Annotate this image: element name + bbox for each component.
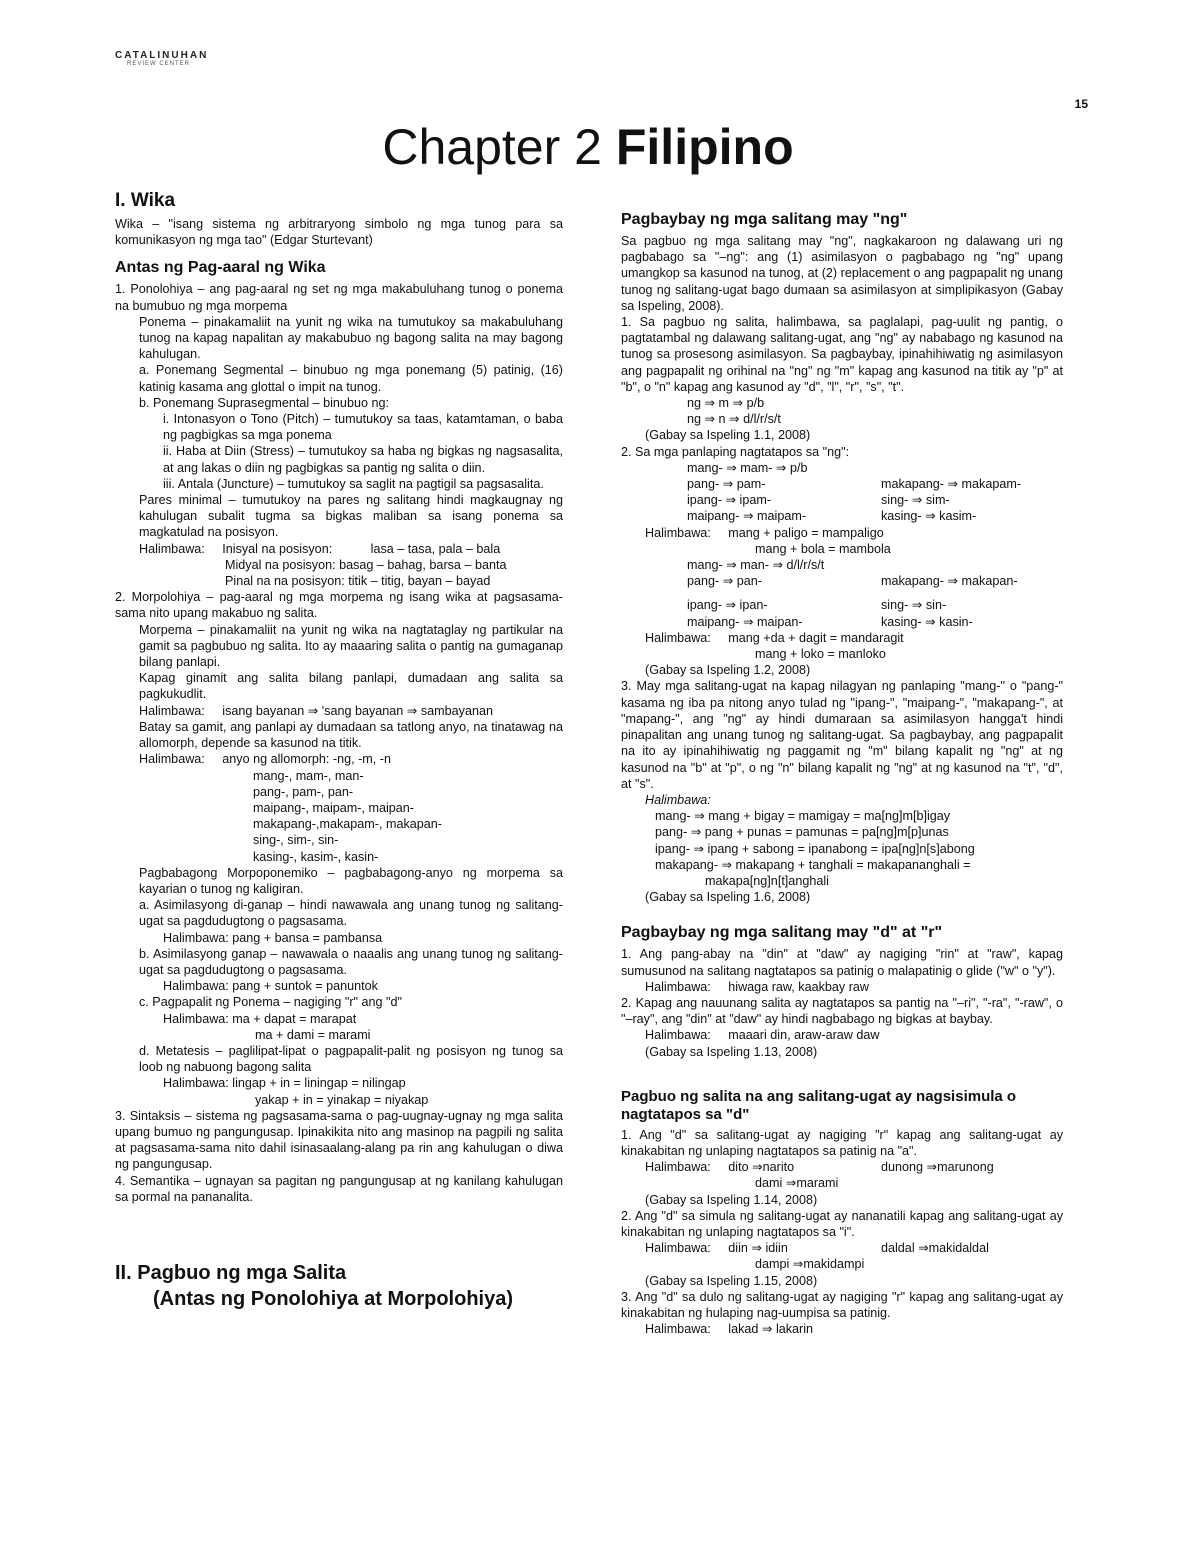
list-item: 1. Ponolohiya – ang pag-aaral ng set ng mga makabuluhang tunog o ponema na bumubuo ng mga morpema	[115, 282, 563, 313]
citation: (Gabay sa Ispeling 1.15, 2008)	[645, 1273, 818, 1288]
example-line: Pinal na na posisyon: titik – titig, bayan – bayad	[225, 574, 491, 589]
list-item: b. Asimilasyong ganap – nawawala o naaalis ang unang tunog ng salitang-ugat sa pagdudugtong o pagsasama.	[139, 946, 563, 977]
subheading-ng: Pagbaybay ng mga salitang may "ng"	[621, 211, 908, 228]
list-item: 3. Ang "d" sa dulo ng salitang-ugat ay nagiging "r" kapag ang salitang-ugat ay kinakabitan ng hulaping nag-uumpisa sa patinig.	[621, 1289, 1063, 1320]
paragraph: Kapag ginamit ang salita bilang panlapi, dumadaan ang salita sa pagkukudlit.	[139, 671, 563, 702]
list-item: d. Metatesis – paglilipat-lipat o pagpapalit-palit ng posisyon ng tunog sa loob ng nabuong bagong salita	[139, 1043, 563, 1075]
rule-line: ng ⇒ n ⇒ d/l/r/s/t	[687, 412, 781, 427]
allomorph-line: mang-, mam-, man-	[253, 768, 364, 783]
list-item: a. Asimilasyong di-ganap – hindi nawawala ang unang tunog ng salitang-ugat sa pagdudugtong o pagsasama.	[139, 898, 563, 929]
example-line: mang + loko = manloko	[755, 647, 886, 662]
citation: (Gabay sa Ispeling 1.14, 2008)	[645, 1192, 818, 1207]
paragraph: Morpema – pinakamaliit na yunit ng wika na nagtataglay ng partikular na gamit sa pagbubuo ng salita. Ito ay maaaring salita o pantig na gumaganap bilang panlapi.	[139, 622, 563, 670]
allomorph-line: sing-, sim-, sin-	[253, 833, 339, 848]
example-line: Halimbawa: Inisyal na posisyon: lasa – tasa, pala – bala	[139, 541, 501, 556]
example-line: Halimbawa: pang + suntok = panuntok	[163, 979, 378, 994]
example-line: Halimbawa: lakad ⇒ lakarin	[645, 1322, 814, 1337]
allomorph-line: maipang-, maipam-, maipan-	[253, 800, 414, 815]
example-line: Halimbawa: ma + dapat = marapat	[163, 1011, 357, 1026]
publisher-logo	[115, 50, 215, 90]
paragraph: Pagbabagong Morpoponemiko – pagbabagong-anyo ng morpema sa kayarian o tunog ng kaligiran.	[139, 865, 563, 896]
list-item: i. Intonasyon o Tono (Pitch) – tumutukoy sa taas, katamtaman, o baba ng pagbigkas sa mga ponema	[163, 412, 563, 443]
section-subheading: (Antas ng Ponolohiya at Morpolohiya)	[153, 1287, 513, 1310]
citation: (Gabay sa Ispeling 1.6, 2008)	[645, 890, 811, 905]
paragraph: Ponema – pinakamaliit na yunit ng wika na tumutukoy sa makabuluhang tunog na kapag napalitan ay makabubuo ng bagong salita na may bagong kahulugan.	[139, 314, 563, 362]
list-item: 1. Sa pagbuo ng salita, halimbawa, sa paglalapi, pag-uulit ng pantig, o pagtatambal ng dalawang salitang-ugat, ang "ng" ay nababago ng kasunod na tunog sa prosesong asimilasyon. Sa pagbaybay, ipinahihiwatig ng asimilasyon ang pagpapalit ng orihinal na "ng" ng "m" kapag ang kasunod na titik ay "p" at "b", o "n" kapag ang kasunod ay "d", "l", "r", "s", "t".	[621, 315, 1063, 394]
subheading-d-r: Pagbaybay ng mga salitang may "d" at "r"	[621, 924, 943, 942]
allomorph-line: pang-, pam-, pan-	[253, 784, 354, 799]
left-column	[115, 190, 563, 1312]
page-number: 15	[1074, 97, 1088, 111]
list-item: 2. Kapag ang nauunang salita ay nagtatapos sa pantig na "–ri", "-ra", "-raw", o "–ray", ang "din" at "daw" ay hindi nagbabago ng bigkas at baybay.	[621, 995, 1063, 1027]
example-line: makapang- ⇒ makapang + tanghali = makapananghali =	[655, 857, 971, 872]
rule-row: maipang- ⇒ maipan- kasing- ⇒ kasin-	[687, 614, 973, 629]
example-line: Midyal na posisyon: basag – bahag, barsa – banta	[225, 557, 507, 572]
list-item: 3. Sintaksis – sistema ng pagsasama-sama o pag-uugnay-ugnay ng mga salita upang bumuo ng pangungusap. Ipinakikita nito ang masinop na pagpili ng salita at pagsasama-sama nito dahil isinasaalang-alang pa rin ang kahulugan o diwa ng pangungusap.	[115, 1108, 563, 1172]
citation: (Gabay sa Ispeling 1.13, 2008)	[645, 1044, 818, 1059]
rule-row: maipang- ⇒ maipam- kasing- ⇒ kasim-	[687, 509, 977, 524]
example-line: Halimbawa: anyo ng allomorph: -ng, -m, -n	[139, 752, 391, 767]
example-line: mang + bola = mambola	[755, 541, 891, 556]
citation: (Gabay sa Ispeling 1.1, 2008)	[645, 428, 811, 443]
list-item: 2. Ang "d" sa simula ng salitang-ugat ay nananatili kapag ang salitang-ugat ay kinakabitan ng unlaping nagtatapos sa "i".	[621, 1208, 1063, 1239]
example-line: Halimbawa: hiwaga raw, kaakbay raw	[645, 979, 869, 994]
list-item: iii. Antala (Juncture) – tumutukoy sa saglit na pagtigil sa pagsasalita.	[163, 476, 544, 491]
list-item: 1. Ang pang-abay na "din" at "daw" ay nagiging "rin" at "raw", kapag sumusunod na salitang nagtatapos sa patinig o malapatinig o glide ("w" o "y").	[621, 947, 1063, 978]
rule-line: mang- ⇒ mam- ⇒ p/b	[687, 460, 808, 475]
list-item: b. Ponemang Suprasegmental – binubuo ng:	[139, 395, 389, 410]
list-item: a. Ponemang Segmental – binubuo ng mga ponemang (5) patinig, (16) katinig kasama ang glottal o impit na tunog.	[139, 363, 563, 394]
example-line: ipang- ⇒ ipang + sabong = ipanabong = ipa[ng]n[s]abong	[655, 841, 975, 856]
example-line: mang- ⇒ mang + bigay = mamigay = ma[ng]m[b]igay	[655, 809, 951, 824]
list-item: 2. Sa mga panlaping nagtatapos sa "ng":	[621, 444, 850, 459]
rule-row: pang- ⇒ pam- makapang- ⇒ makapam-	[687, 477, 1022, 492]
logo-text: CATALINUHAN	[115, 50, 209, 61]
example-line: Halimbawa: isang bayanan ⇒ 'sang bayanan ⇒ sambayanan	[139, 703, 493, 718]
example-line: Halimbawa: pang + bansa = pambansa	[163, 930, 383, 945]
list-item: 2. Morpolohiya – pag-aaral ng mga morpema ng isang wika at pagsasama-sama nito upang makabuo ng salita.	[115, 590, 563, 621]
rule-line: mang- ⇒ man- ⇒ d/l/r/s/t	[687, 558, 825, 573]
paragraph: Sa pagbuo ng mga salitang may "ng", nagkakaroon ng dalawang uri ng pagbabago sa "–ng": ang (1) asimilasyon o pagbabago ng "ng" upang umangkop sa kasunod na tunog, at (2) replacement o ang pagpapalit ng unang tunog ng salitang-ugat bago dumaan sa asimilasyon at simplipikasyon (Gabay sa Ispeling, 2008).	[621, 234, 1063, 313]
paragraph: Batay sa gamit, ang panlapi ay dumadaan sa tatlong anyo, na tinatawag na allomorph, depende sa kasunod na titik.	[139, 719, 563, 751]
example-line: Halimbawa: mang +da + dagit = mandaragit	[645, 630, 904, 645]
list-item: 4. Semantika – ugnayan sa pagitan ng pangungusap at ng kanilang kahulugan sa pormal na pananalita.	[115, 1173, 563, 1204]
example-line: dampi ⇒makidampi	[755, 1257, 865, 1272]
example-row: Halimbawa: diin ⇒ idiin daldal ⇒makidaldal	[645, 1241, 989, 1256]
paragraph: Wika – "isang sistema ng arbitraryong simbolo ng mga tunog para sa komunikasyon ng mga tao" (Edgar Sturtevant)	[115, 217, 563, 248]
example-line: Halimbawa: maaari din, araw-araw daw	[645, 1028, 880, 1043]
example-line: dami ⇒marami	[755, 1176, 839, 1191]
list-item: ii. Haba at Diin (Stress) – tumutukoy sa haba ng bigkas ng nagsasalita, at ang lakas o diin ng pagbigkas sa pantig ng salita o diin.	[163, 444, 563, 475]
list-item: c. Pagpapalit ng Ponema – nagiging "r" ang "d"	[139, 995, 402, 1010]
paragraph: Pares minimal – tumutukoy na pares ng salitang hindi magkaugnay ng kahulugan subalit tugma sa bigkas maliban sa isang ponema sa magkatulad na posisyon.	[139, 493, 563, 540]
section-heading-wika: I. Wika	[115, 190, 176, 211]
example-line: yakap + in = yinakap = niyakap	[255, 1092, 429, 1107]
allomorph-line: kasing-, kasim-, kasin-	[253, 849, 379, 864]
example-row: Halimbawa: dito ⇒narito dunong ⇒marunong	[645, 1160, 994, 1175]
example-line: Halimbawa: mang + paligo = mampaligo	[645, 525, 884, 540]
list-item: 3. May mga salitang-ugat na kapag nilagyan ng panlaping "mang-" o "pang-" kasama ng iba pa nitong anyo tulad ng "ipang-", "maipang-", "makapang-", at "mapang-", ang "ng" ay hindi dumaraan sa asimilasyon hangga't hindi pinapalitan ang unang tunog ng salitang-ugat. Sa pagbaybay, ang pagpapalit na ito ay ipinahihiwatig ng paggamit ng "m" bilang kapalit ng "ng" at ng kasunod na "b" at "p", o ng "n" bilang kapalit ng "ng" at ng kasunod na "t", "d", at "s".	[621, 679, 1063, 791]
rule-row: pang- ⇒ pan- makapang- ⇒ makapan-	[687, 574, 1018, 589]
rule-row: ipang- ⇒ ipan- sing- ⇒ sin-	[687, 598, 947, 613]
example-line: makapa[ng]n[t]anghali	[705, 873, 829, 888]
rule-line: ng ⇒ m ⇒ p/b	[687, 396, 765, 411]
logo-subtext: REVIEW CENTER	[127, 61, 191, 67]
list-item: 1. Ang "d" sa salitang-ugat ay nagiging "r" kapag ang salitang-ugat ay kinakabitan ng unlaping nagtatapos sa patinig na "a".	[621, 1127, 1063, 1158]
example-line: Halimbawa: lingap + in = liningap = nilingap	[163, 1076, 406, 1091]
right-column	[621, 210, 1063, 1337]
example-label: Halimbawa:	[645, 792, 711, 807]
rule-row: ipang- ⇒ ipam- sing- ⇒ sim-	[687, 493, 950, 508]
chapter-title: Chapter 2 Filipino	[382, 119, 794, 175]
subheading-pagbuo-d: Pagbuo ng salita na ang salitang-ugat ay nagsisimula o nagtatapos sa "d"	[621, 1087, 1017, 1123]
example-line: ma + dami = marami	[255, 1027, 371, 1042]
citation: (Gabay sa Ispeling 1.2, 2008)	[645, 663, 811, 678]
section-heading-pagbuo: II. Pagbuo ng mga Salita	[115, 1261, 347, 1284]
example-line: pang- ⇒ pang + punas = pamunas = pa[ng]m[p]unas	[655, 825, 949, 840]
subheading-antas: Antas ng Pag-aaral ng Wika	[115, 259, 326, 277]
allomorph-line: makapang-,makapam-, makapan-	[253, 817, 442, 832]
